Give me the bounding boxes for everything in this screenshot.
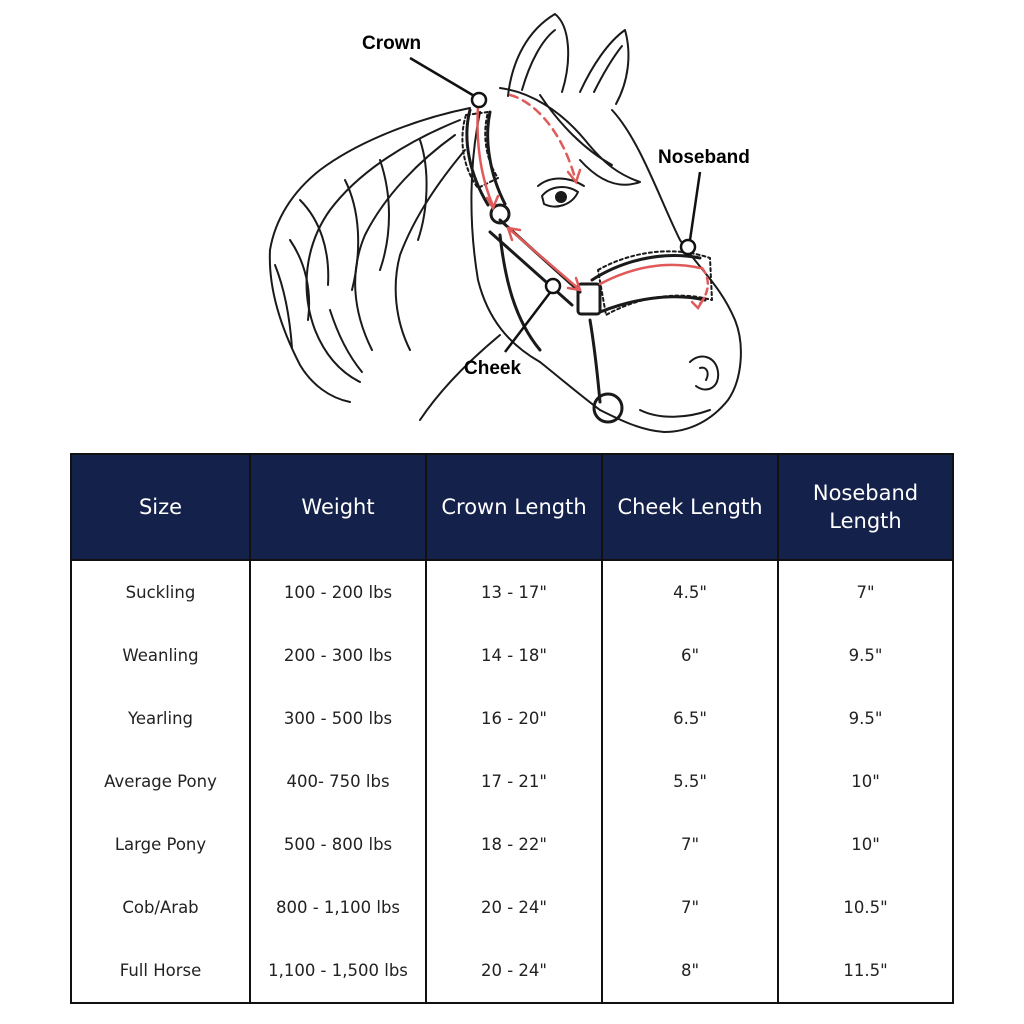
table-header-row	[71, 454, 953, 560]
header-size: Size	[71, 454, 250, 560]
cell-cheek-length: 6"	[602, 624, 778, 687]
cell-cheek-length: 8"	[602, 939, 778, 1003]
mane	[270, 108, 470, 402]
crown-callout-line	[410, 58, 476, 97]
cell-cheek-length: 4.5"	[602, 560, 778, 624]
forelock	[500, 88, 640, 185]
mouth	[640, 410, 710, 417]
header-weight: Weight	[250, 454, 426, 560]
cell-weight: 400- 750 lbs	[250, 750, 426, 813]
cell-cheek-length: 5.5"	[602, 750, 778, 813]
header-noseband-length: Noseband Length	[778, 454, 953, 560]
header-cheek-length: Cheek Length	[602, 454, 778, 560]
cell-crown-length: 20 - 24"	[426, 939, 602, 1003]
cell-noseband-length: 11.5"	[778, 939, 953, 1003]
cell-cheek-length: 7"	[602, 876, 778, 939]
nostril	[690, 357, 718, 390]
cell-cheek-length: 7"	[602, 813, 778, 876]
noseband-label: Noseband	[658, 147, 750, 168]
cell-crown-length: 20 - 24"	[426, 876, 602, 939]
cell-weight: 800 - 1,100 lbs	[250, 876, 426, 939]
cell-weight: 100 - 200 lbs	[250, 560, 426, 624]
cell-noseband-length: 7"	[778, 560, 953, 624]
table-row	[71, 687, 953, 750]
cell-weight: 1,100 - 1,500 lbs	[250, 939, 426, 1003]
left-ear-outline	[508, 14, 568, 96]
measurement-arrows	[478, 95, 708, 308]
halter-size-table	[70, 453, 954, 1004]
eye	[538, 179, 584, 207]
crown-label: Crown	[362, 33, 422, 54]
cell-size: Large Pony	[71, 813, 250, 876]
cell-size: Yearling	[71, 687, 250, 750]
cheek-marker	[546, 279, 560, 293]
cheek-label: Cheek	[464, 358, 522, 379]
cell-weight: 200 - 300 lbs	[250, 624, 426, 687]
cell-crown-length: 17 - 21"	[426, 750, 602, 813]
cell-size: Suckling	[71, 560, 250, 624]
noseband-marker	[681, 240, 695, 254]
cell-weight: 300 - 500 lbs	[250, 687, 426, 750]
cell-weight: 500 - 800 lbs	[250, 813, 426, 876]
cell-crown-length: 13 - 17"	[426, 560, 602, 624]
cell-noseband-length: 10.5"	[778, 876, 953, 939]
cell-crown-length: 14 - 18"	[426, 624, 602, 687]
table-row	[71, 624, 953, 687]
table-row	[71, 560, 953, 624]
cell-crown-length: 18 - 22"	[426, 813, 602, 876]
cell-size: Full Horse	[71, 939, 250, 1003]
cell-size: Cob/Arab	[71, 876, 250, 939]
noseband-callout-line	[690, 172, 700, 240]
cell-noseband-length: 10"	[778, 813, 953, 876]
cell-noseband-length: 10"	[778, 750, 953, 813]
header-crown-length: Crown Length	[426, 454, 602, 560]
right-ear-outline	[580, 30, 628, 104]
cell-crown-length: 16 - 20"	[426, 687, 602, 750]
cell-cheek-length: 6.5"	[602, 687, 778, 750]
crown-marker	[472, 93, 486, 107]
table-row	[71, 876, 953, 939]
cell-noseband-length: 9.5"	[778, 624, 953, 687]
table-row	[71, 939, 953, 1003]
table-row	[71, 750, 953, 813]
cell-noseband-length: 9.5"	[778, 687, 953, 750]
table-row	[71, 813, 953, 876]
cell-size: Weanling	[71, 624, 250, 687]
cell-size: Average Pony	[71, 750, 250, 813]
